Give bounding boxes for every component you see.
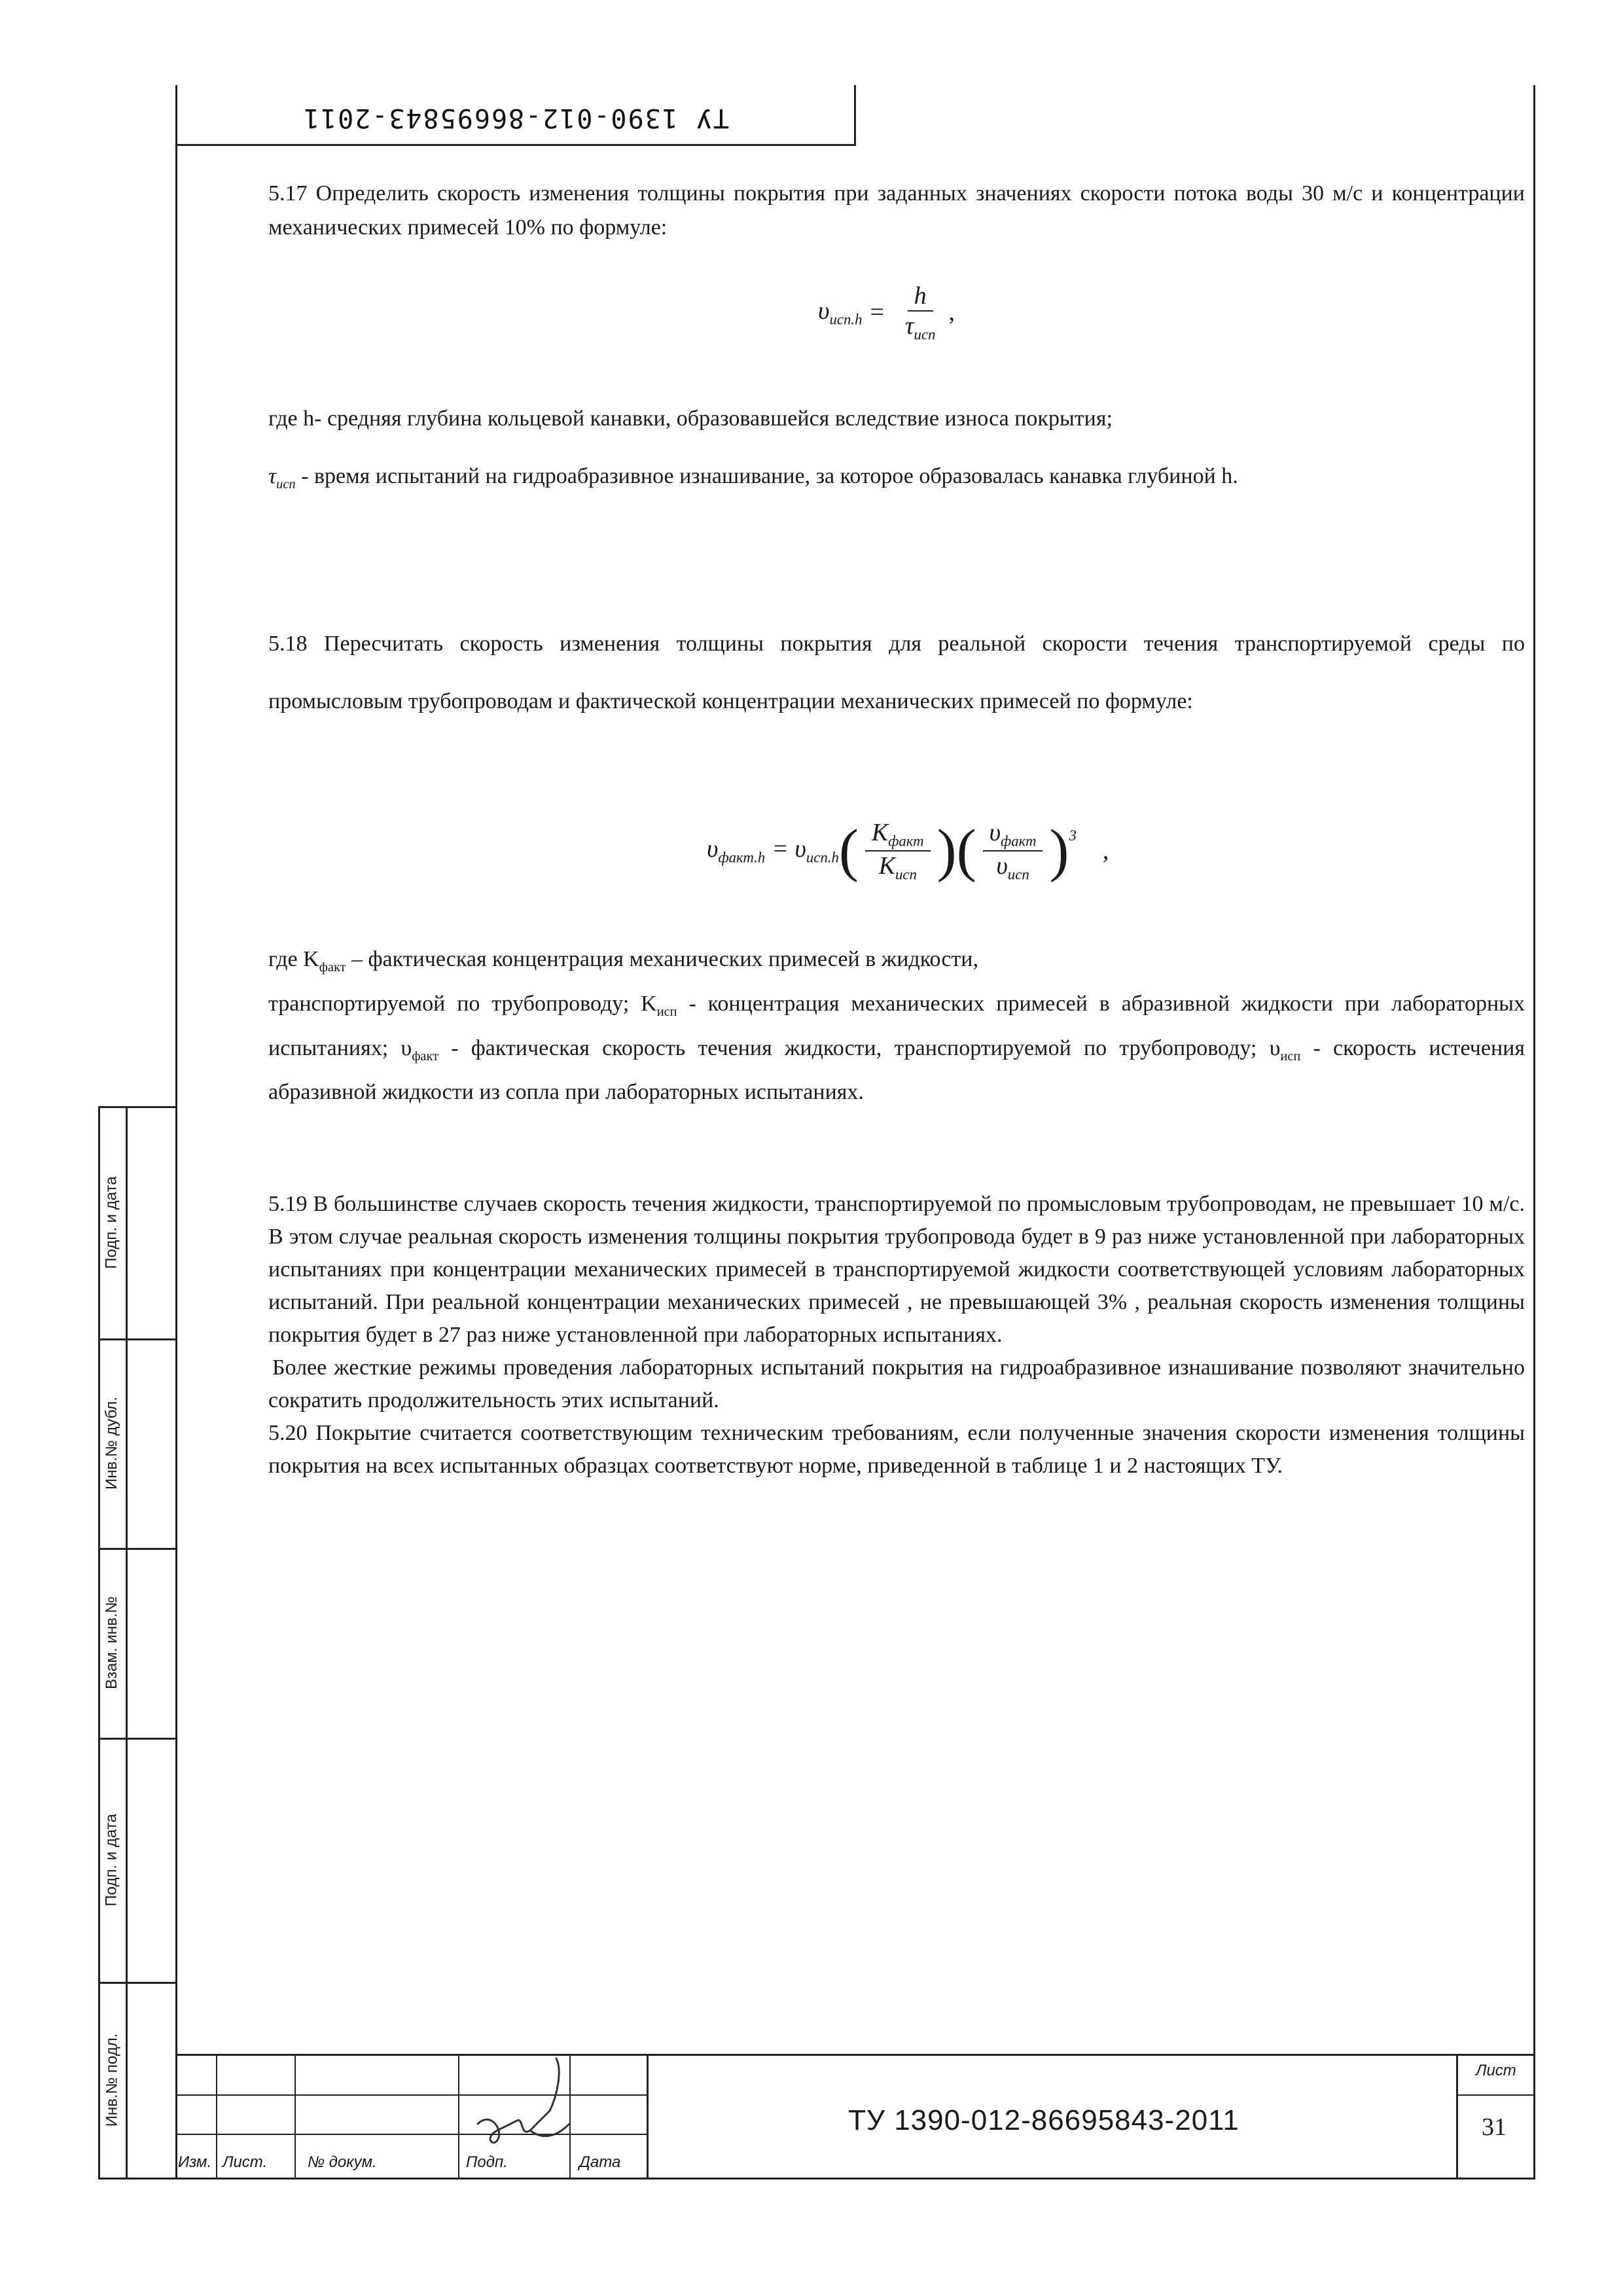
side-cell-replace-inv: Взам. инв.№ (103, 1596, 120, 1690)
formula-5-18-exponent: 3 (1069, 827, 1077, 844)
side-cell-dup-inv: Инв.№ дубл. (103, 1397, 121, 1490)
col-label-sheet: Лист. (223, 2153, 268, 2171)
formula-5-18-v-ratio: $\frac{\upsilon_{факт}}{\upsilon_{исп}}$ (983, 818, 1043, 883)
section-5-17 (268, 177, 1525, 245)
side-cell-sign-date-2: Подп. и дата (103, 1813, 120, 1907)
where-h-text: где h- средняя глубина кольцевой канавки, образовавшейся вследствие износа покрытия; (268, 406, 1113, 431)
formula-5-18: $\upsilon_{факт.h}$ = $\upsilon_{исп.h}$ ( $\frac{K_{факт}}{K_{исп}}$ ) ( $\frac{\upsilon_{факт}}{\upsilon_{исп}}$ ) $^3$ , (707, 817, 1109, 883)
where-tau-text: $\tau_{исп}$ - время испытаний на гидроабразивное изнашивание, за которое образовалась канавка глубиной h. (268, 464, 1238, 492)
section-5-19 (268, 1188, 1525, 1482)
document-number: ТУ 1390-012-86695843-2011 (848, 2104, 1240, 2136)
col-label-signature: Подп. (466, 2153, 508, 2171)
formula-5-17-lhs: $\upsilon_{исп.h}$ (818, 297, 863, 328)
section-5-17-text: 5.17 Определить скорость изменения толщины покрытия при заданных значениях скорости потока воды 30 м/с и концентрации механических примесей 10% по формуле: (268, 181, 1525, 240)
title-block-top-line (175, 2054, 1535, 2056)
frame-right-border (1533, 85, 1535, 2179)
sheet-label: Лист (1476, 2062, 1516, 2079)
title-block-sheet-divider (1456, 2094, 1535, 2096)
section-5-18-text: 5.18 Пересчитать скорость изменения толщины покрытия для реальной скорости течения транспортируемой среды по промысловым трубопроводам и фактической концентрации механических примесей по формуле: (268, 632, 1525, 713)
section-5-18-where (268, 941, 1525, 1111)
sheet-number: 31 (1482, 2113, 1507, 2141)
title-block-col-1 (216, 2054, 217, 2178)
col-label-change: Изм. (178, 2153, 212, 2171)
frame-left-border (175, 85, 177, 2179)
col-label-date: Дата (579, 2153, 621, 2171)
top-stamp: ТУ 1390-012-86695843-2011 (302, 103, 730, 133)
signature-image (458, 2032, 589, 2157)
top-stamp-bottom-line (175, 144, 856, 146)
section-5-20-text: 5.20 Покрытие считается соответствующим техническим требованиям, если полученные значения скорости изменения толщины покрытия на всех испытанных образцах соответствуют норме, приведенной в таблице 1 и 2 настоящих ТУ. (268, 1421, 1525, 1478)
section-5-17-where (268, 390, 1525, 513)
side-cell-orig-inv: Инв.№ подл. (103, 2033, 121, 2127)
side-cell-sign-date-1: Подп. и дата (103, 1175, 120, 1269)
formula-5-17-fraction: $\frac{h}{\tau_{исп}}$ (904, 282, 936, 343)
formula-5-18-k-ratio: $\frac{K_{факт}}{K_{исп}}$ (865, 818, 931, 883)
section-5-19-text-2: Более жесткие режимы проведения лабораторных испытаний покрытия на гидроабразивное изнашивание позволяют значительно сократить продолжительность этих испытаний. (268, 1355, 1525, 1412)
formula-5-17: $\upsilon_{исп.h}$ = $\frac{h}{\tau_{исп}}$ , (818, 282, 955, 343)
title-block-col-2 (294, 2054, 296, 2178)
col-label-doc-number: № докум. (308, 2153, 377, 2171)
section-5-18 (268, 615, 1525, 730)
where-k-isp-text: транспортируемой по трубопроводу; $K_{исп}$ - концентрация механических примесей в абразивной жидкости при лабораторных испытаниях; $\upsilon_{факт}$ - фактическая скорость течения жидкости, транспортируемой по трубопроводу; $\upsilon_{исп}$ - скорость истечения абразивной жидкости из сопла при лабораторных испытаниях. (268, 991, 1525, 1105)
side-stamp-mid-line (126, 1106, 128, 2179)
formula-5-18-lhs: $\upsilon_{факт.h}$ (707, 835, 766, 866)
section-5-19-text: 5.19 В большинстве случаев скорость течения жидкости, транспортируемой по промысловым трубопроводам, не превышает 10 м/с. В этом случае реальная скорость изменения толщины покрытия трубопровода будет в 9 раз ниже установленной при лабораторных испытаниях при концентрации механических примесей в транспортируемой жидкости соответствующей условиям лабораторных испытаний. При реальной концентрации механических примесей , не превышающей 3% , реальная скорость изменения толщины покрытия будет в 27 раз ниже установленной при лабораторных испытаниях. (268, 1192, 1525, 1347)
where-k-fact-text: где $K_{факт}$ – фактическая концентрация механических примесей в жидкости, (268, 947, 978, 975)
frame-bottom-border (98, 2178, 1535, 2179)
